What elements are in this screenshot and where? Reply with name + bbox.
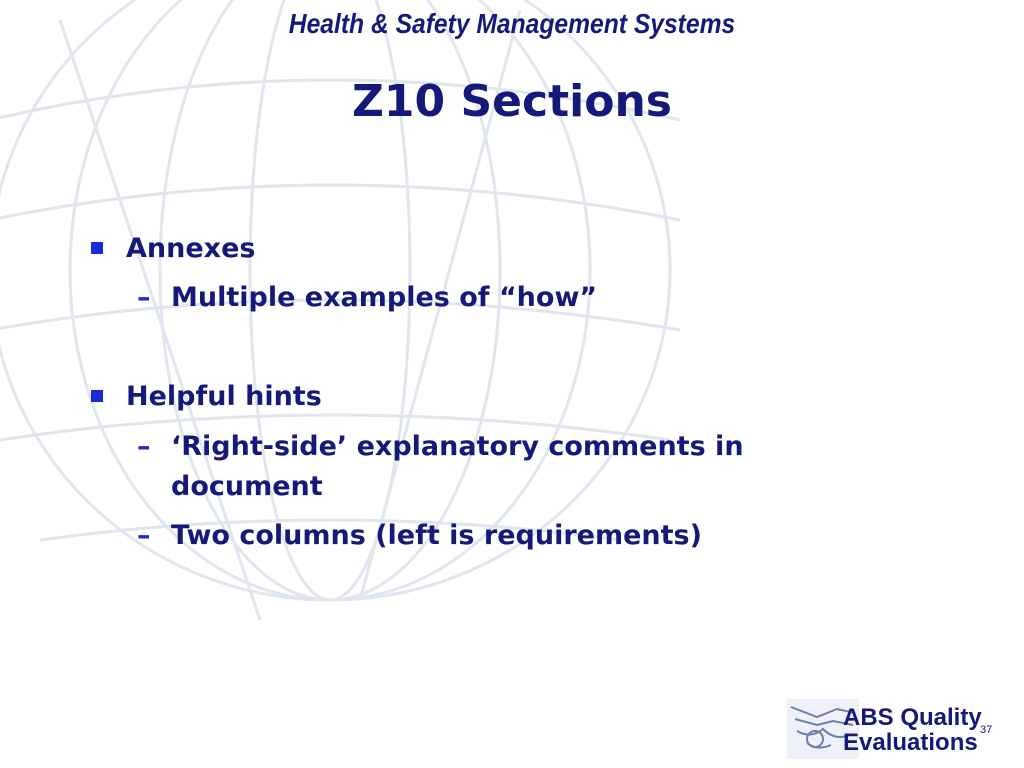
sub-bullet-text: Two columns (left is requirements) <box>171 520 702 551</box>
logo-text-line1: ABS Quality <box>843 704 982 731</box>
bullet-item-annexes <box>126 229 255 269</box>
bullet-text: Annexes <box>126 233 256 264</box>
slide-title: Z10 Sections <box>352 76 672 127</box>
square-bullet-icon <box>91 390 103 402</box>
sub-bullet-text: ‘Right-side’ explanatory comments in document <box>171 431 744 502</box>
square-bullet-icon <box>91 242 103 254</box>
sub-bullet-text: Multiple examples of “how” <box>171 282 598 313</box>
dash-bullet-icon: – <box>137 282 151 313</box>
presentation-subtitle: Health & Safety Management Systems <box>288 8 736 39</box>
abs-quality-evaluations-logo <box>787 699 1009 759</box>
dash-bullet-icon: – <box>137 520 151 551</box>
dash-bullet-icon: – <box>137 431 151 462</box>
logo-text-line2: Evaluations <box>843 729 978 756</box>
sub-bullet-item <box>137 427 851 507</box>
sub-bullet-item <box>137 516 871 556</box>
slide-number: 37 <box>980 724 993 736</box>
sub-bullet-item <box>137 278 871 318</box>
bullet-text: Helpful hints <box>126 381 322 412</box>
bullet-item-helpful-hints <box>126 377 322 417</box>
